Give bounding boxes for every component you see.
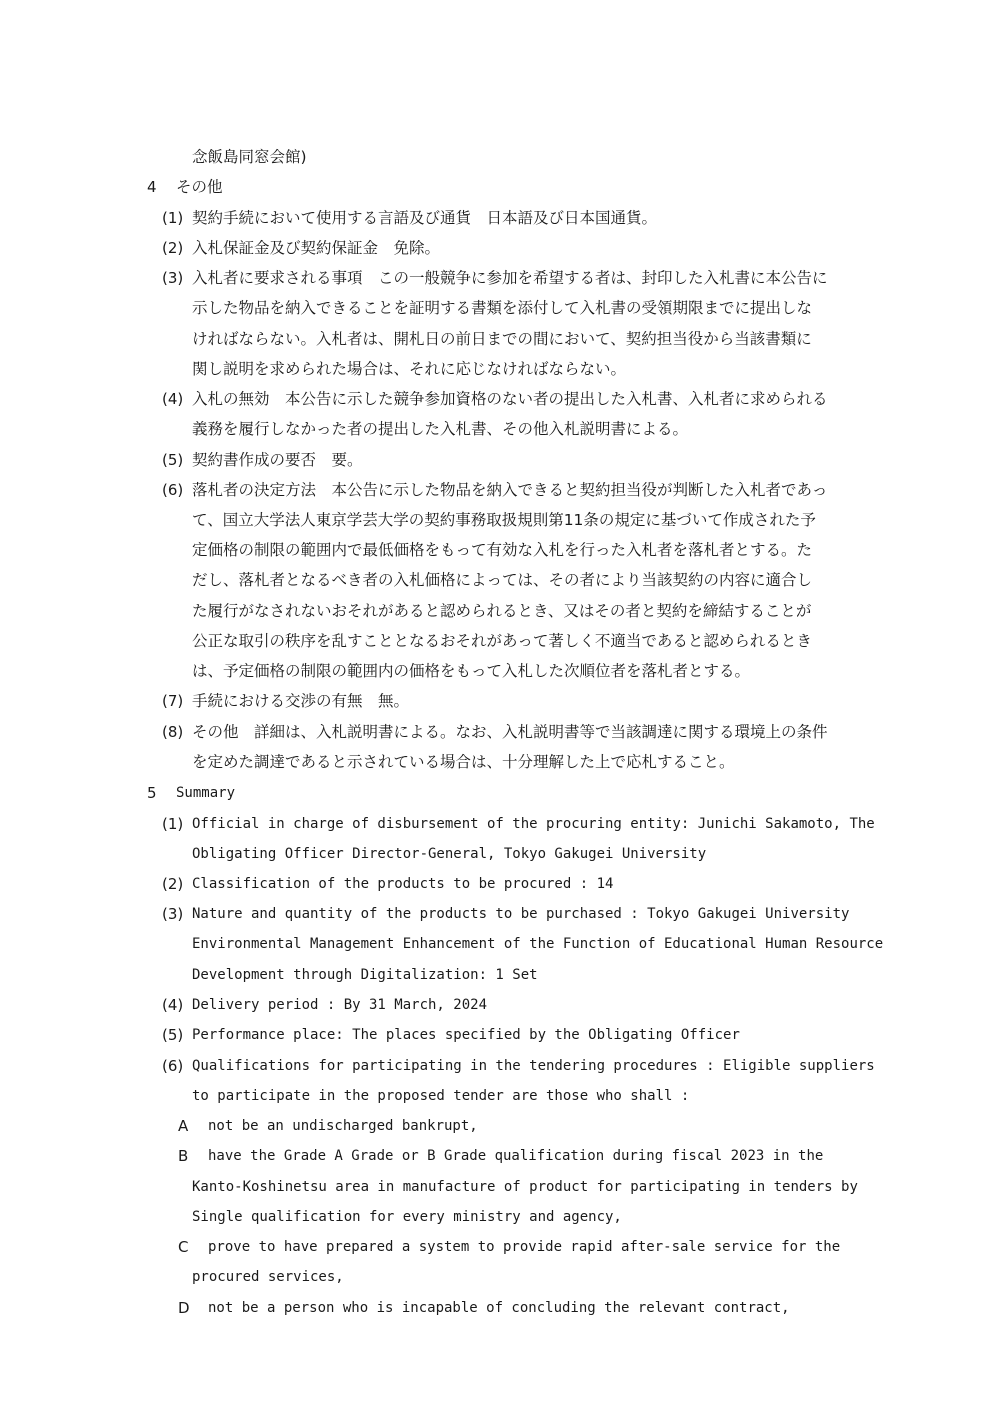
subitem-text: procured services, [192,1269,344,1285]
item-text: Environmental Management Enhancement of the Function of Educational Human Resource [192,936,884,952]
item-number: (8) [162,723,184,741]
item-text: 落札者の決定方法 本公告に示した物品を納入できると契約担当役が判断した入札者であっ [192,481,828,499]
subitem-text: have the Grade A Grade or B Grade qualification during fiscal 2023 in the [208,1148,824,1164]
subitem-letter: D [178,1299,190,1317]
item-number: (2) [162,875,184,893]
section-5-heading: Summary [176,785,236,801]
section-4-number: 4 [147,178,157,196]
item-text: 示した物品を納入できることを証明する書類を添付して入札書の受領期限までに提出しな [192,299,813,317]
item-number: (4) [162,996,184,1014]
item-text: 契約手続において使用する言語及び通貨 日本語及び日本国通貨。 [192,209,658,227]
item-number: (5) [162,1026,184,1044]
item-text: その他 詳細は、入札説明書による。なお、入札説明書等で当該調達に関する環境上の条件 [192,723,828,741]
item-text: を定めた調達であると示されている場合は、十分理解した上で応札すること。 [192,753,735,771]
item-text: 定価格の制限の範囲内で最低価格をもって有効な入札を行った入札者を落札者とする。た [192,541,813,559]
item-text: 入札保証金及び契約保証金 免除。 [192,239,441,257]
continuation-line: 念飯島同窓会館) [192,148,307,166]
item-text: Delivery period : By 31 March, 2024 [192,997,488,1013]
subitem-text: not be a person who is incapable of concluding the relevant contract, [208,1300,790,1316]
section-5-number: 5 [147,784,157,802]
item-text: 手続における交渉の有無 無。 [192,692,410,710]
item-text: Obligating Officer Director-General, Tokyo Gakugei University [192,846,707,862]
item-text: Nature and quantity of the products to be purchased : Tokyo Gakugei University [192,906,850,922]
item-text: て、国立大学法人東京学芸大学の契約事務取扱規則第11条の規定に基づいて作成された予 [192,511,816,529]
subitem-letter: A [178,1117,189,1135]
item-number: (2) [162,239,184,257]
item-text: 入札者に要求される事項 この一般競争に参加を希望する者は、封印した入札書に本公告に [192,269,828,287]
subitem-text: Kanto-Koshinetsu area in manufacture of product for participating in tenders by [192,1179,858,1195]
subitem-letter: B [178,1147,189,1165]
item-text: Qualifications for participating in the tendering procedures : Eligible suppliers [192,1058,875,1074]
subitem-letter: C [178,1238,189,1256]
item-text: 公正な取引の秩序を乱すこととなるおそれがあって著しく不適当であると認められるとき [192,632,812,650]
item-text: Classification of the products to be procured : 14 [192,876,614,892]
item-text: 義務を履行しなかった者の提出した入札書、その他入札説明書による。 [192,420,689,438]
subitem-text: Single qualification for every ministry and agency, [192,1209,622,1225]
item-number: (3) [162,905,184,923]
item-number: (1) [162,209,184,227]
item-text: Performance place: The places specified by the Obligating Officer [192,1027,740,1043]
item-text: Official in charge of disbursement of the procuring entity: Junichi Sakamoto, The [192,816,875,832]
item-text: は、予定価格の制限の範囲内の価格をもって入札した次順位者を落札者とする。 [192,662,751,680]
item-number: (4) [162,390,184,408]
item-number: (6) [162,481,184,499]
item-number: (3) [162,269,184,287]
section-4-heading: その他 [176,178,223,196]
item-number: (5) [162,451,184,469]
item-text: ければならない。入札者は、開札日の前日までの間において、契約担当役から当該書類に [192,330,812,348]
item-number: (7) [162,692,184,710]
item-text: た履行がなされないおそれがあると認められるとき、又はその者と契約を締結することが [192,602,812,620]
item-text: to participate in the proposed tender are those who shall : [192,1088,690,1104]
item-number: (6) [162,1057,184,1075]
item-text: Development through Digitalization: 1 Set [192,967,538,983]
item-text: 関し説明を求められた場合は、それに応じなければならない。 [192,360,627,378]
item-text: だし、落札者となるべき者の入札価格によっては、その者により当該契約の内容に適合し [192,571,813,589]
item-number: (1) [162,815,184,833]
item-text: 入札の無効 本公告に示した競争参加資格のない者の提出した入札書、入札者に求められる [192,390,828,408]
subitem-text: not be an undischarged bankrupt, [208,1118,478,1134]
item-text: 契約書作成の要否 要。 [192,451,363,469]
subitem-text: prove to have prepared a system to provide rapid after-sale service for the [208,1239,841,1255]
